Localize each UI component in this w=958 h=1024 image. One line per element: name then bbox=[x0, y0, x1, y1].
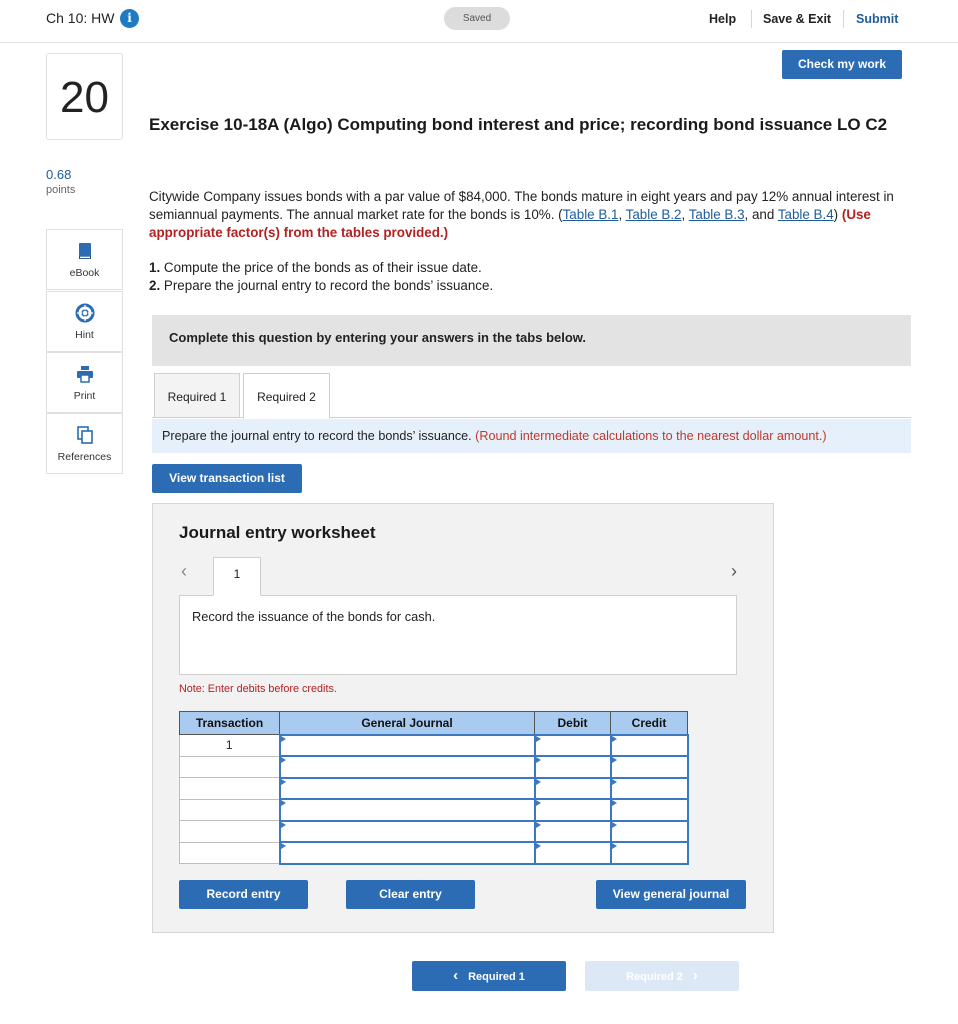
debit-input[interactable] bbox=[535, 821, 611, 843]
table-row bbox=[180, 756, 688, 778]
debit-input[interactable] bbox=[535, 756, 611, 778]
tool-label: References bbox=[57, 451, 112, 463]
divider bbox=[843, 10, 844, 28]
tool-label: Print bbox=[73, 390, 96, 402]
exercise-title: Exercise 10-18A (Algo) Computing bond interest and price; recording bond issuance LO C2 bbox=[149, 115, 888, 134]
debits-note: Note: Enter debits before credits. bbox=[179, 683, 337, 695]
table-row bbox=[180, 842, 688, 864]
col-debit: Debit bbox=[535, 712, 611, 735]
debit-input[interactable] bbox=[535, 778, 611, 800]
chevron-left-icon: ‹ bbox=[453, 967, 459, 984]
transaction-cell bbox=[180, 778, 280, 800]
credit-input[interactable] bbox=[611, 756, 688, 778]
chevron-right-icon: › bbox=[692, 967, 698, 984]
points-value: 0.68 bbox=[46, 167, 72, 182]
account-input[interactable] bbox=[280, 799, 535, 821]
points-label: points bbox=[46, 184, 76, 196]
copy-icon bbox=[75, 425, 95, 445]
assignment-title: Ch 10: HW bbox=[46, 10, 115, 26]
col-transaction: Transaction bbox=[180, 712, 280, 735]
next-required-label: Required 2 bbox=[626, 971, 683, 983]
chevron-left-icon[interactable]: ‹ bbox=[181, 561, 187, 581]
saved-status-badge: Saved bbox=[444, 7, 510, 30]
record-entry-button[interactable]: Record entry bbox=[179, 880, 308, 909]
account-input[interactable] bbox=[280, 735, 535, 757]
book-icon bbox=[75, 241, 95, 261]
instruction-text: Prepare the journal entry to record the bonds’ issuance. (Round intermediate calculations to the nearest dollar amount.) bbox=[162, 429, 827, 443]
next-required-button[interactable] bbox=[585, 961, 739, 991]
complete-banner-text: Complete this question by entering your answers in the tabs below. bbox=[169, 330, 587, 345]
lifebuoy-icon bbox=[75, 303, 95, 323]
help-link[interactable]: Help bbox=[709, 12, 737, 26]
problem-statement bbox=[149, 188, 909, 242]
table-row bbox=[180, 778, 688, 800]
ebook-button[interactable] bbox=[46, 229, 123, 290]
submit-link[interactable]: Submit bbox=[856, 12, 899, 26]
worksheet-title: Journal entry worksheet bbox=[179, 523, 376, 542]
divider bbox=[751, 10, 752, 28]
account-input[interactable] bbox=[280, 821, 535, 843]
prev-required-label: Required 1 bbox=[468, 971, 525, 983]
hint-button[interactable] bbox=[46, 291, 123, 352]
view-transaction-list-button[interactable]: View transaction list bbox=[152, 464, 302, 493]
credit-input[interactable] bbox=[611, 842, 688, 864]
separator: , and bbox=[744, 207, 778, 222]
journal-table bbox=[179, 711, 689, 865]
save-exit-link[interactable]: Save & Exit bbox=[763, 12, 832, 26]
print-button[interactable] bbox=[46, 352, 123, 413]
question-number: 20 bbox=[46, 53, 123, 140]
chevron-right-icon[interactable]: › bbox=[731, 561, 737, 581]
requirement-item: 1. Compute the price of the bonds as of their issue date. bbox=[149, 260, 482, 275]
account-input[interactable] bbox=[280, 756, 535, 778]
separator: , bbox=[681, 207, 689, 222]
table-b3-link[interactable]: Table B.3 bbox=[688, 207, 745, 222]
debit-input[interactable] bbox=[535, 799, 611, 821]
transaction-cell bbox=[180, 821, 280, 843]
table-b2-link[interactable]: Table B.2 bbox=[625, 207, 682, 222]
problem-text: Citywide Company issues bonds with a par value of $84,000. The bonds mature in eight years and pay 12% annual interest in semiannual payments. The annual market rate for the bonds is 10%. ( bbox=[149, 189, 894, 222]
separator: , bbox=[618, 207, 626, 222]
tool-label: Hint bbox=[75, 329, 94, 341]
account-input[interactable] bbox=[280, 842, 535, 864]
tool-label: eBook bbox=[69, 267, 100, 279]
credit-input[interactable] bbox=[611, 821, 688, 843]
transaction-cell bbox=[180, 842, 280, 864]
table-b4-link[interactable]: Table B.4 bbox=[777, 207, 834, 222]
table-row bbox=[180, 799, 688, 821]
credit-input[interactable] bbox=[611, 799, 688, 821]
requirements-list bbox=[149, 259, 493, 295]
requirement-item: 2. Prepare the journal entry to record the bonds’ issuance. bbox=[149, 278, 494, 293]
tab-required-2[interactable]: Required 2 bbox=[243, 373, 330, 419]
col-general-journal: General Journal bbox=[280, 712, 535, 735]
debit-input[interactable] bbox=[535, 842, 611, 864]
entry-tab-1[interactable]: 1 bbox=[213, 557, 261, 596]
printer-icon bbox=[75, 364, 95, 384]
account-input[interactable] bbox=[280, 778, 535, 800]
table-row bbox=[180, 821, 688, 843]
factor-note: (Use appropriate factor(s) from the tables provided.) bbox=[149, 207, 871, 240]
col-credit: Credit bbox=[611, 712, 688, 735]
transaction-cell: 1 bbox=[180, 735, 280, 757]
tab-required-1[interactable]: Required 1 bbox=[154, 373, 240, 418]
table-row bbox=[180, 735, 688, 757]
entry-description: Record the issuance of the bonds for cash. bbox=[192, 609, 436, 624]
prev-required-button[interactable] bbox=[412, 961, 566, 991]
table-b1-link[interactable]: Table B.1 bbox=[562, 207, 619, 222]
info-icon[interactable]: i bbox=[120, 9, 139, 28]
view-general-journal-button[interactable]: View general journal bbox=[596, 880, 746, 909]
credit-input[interactable] bbox=[611, 778, 688, 800]
transaction-cell bbox=[180, 799, 280, 821]
references-button[interactable] bbox=[46, 413, 123, 474]
rounding-note: (Round intermediate calculations to the nearest dollar amount.) bbox=[475, 429, 827, 443]
credit-input[interactable] bbox=[611, 735, 688, 757]
separator: ) bbox=[833, 207, 839, 222]
debit-input[interactable] bbox=[535, 735, 611, 757]
entry-description-box bbox=[179, 595, 737, 675]
transaction-cell bbox=[180, 756, 280, 778]
clear-entry-button[interactable]: Clear entry bbox=[346, 880, 475, 909]
check-my-work-button[interactable]: Check my work bbox=[782, 50, 902, 79]
